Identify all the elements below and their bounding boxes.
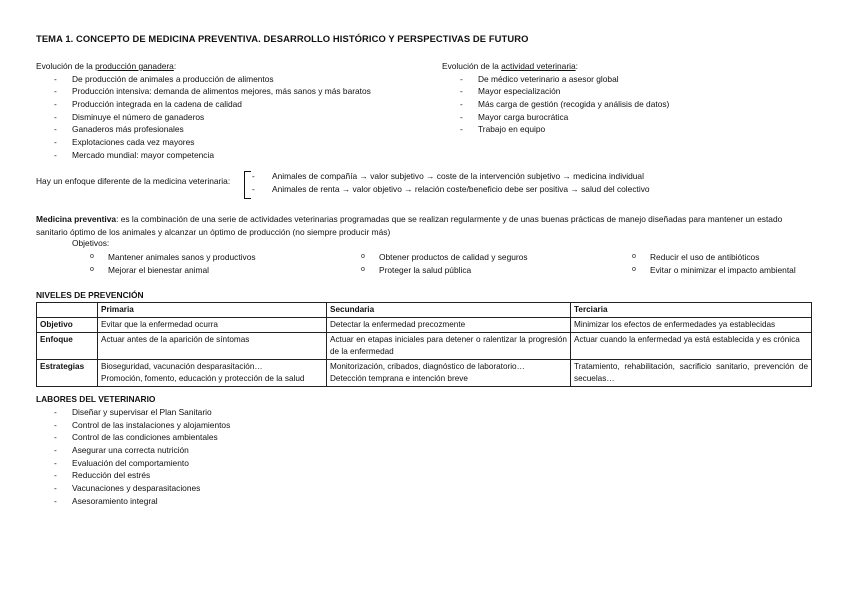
table-header-cell: Primaria	[98, 303, 327, 318]
list-item: - Más carga de gestión (recogida y análisis de datos)	[460, 99, 670, 110]
list-item: - Disminuye el número de ganaderos	[54, 111, 205, 122]
list-item: o Obtener productos de calidad y seguros	[361, 251, 528, 264]
row-label: Estrategias	[37, 360, 98, 387]
list-item: - De producción de animales a producción de alimentos	[54, 73, 274, 84]
list-item: - Asesoramiento integral	[54, 495, 158, 506]
list-item: - Animales de compañía → valor subjetivo → coste de la intervención subjetivo → medicina individual	[252, 171, 644, 181]
list-item: - Mercado mundial: mayor competencia	[54, 149, 214, 160]
table-row	[37, 360, 812, 387]
list-item: o Reducir el uso de antibióticos	[632, 251, 796, 264]
document-title: TEMA 1. CONCEPTO DE MEDICINA PREVENTIVA. DESARROLLO HISTÓRICO Y PERSPECTIVAS DE FUTURO	[36, 33, 529, 44]
table-cell: Bioseguridad, vacunación desparasitación… Promoción, fomento, educación y protección de la salud	[98, 360, 327, 387]
table-cell: Actuar antes de la aparición de síntomas	[98, 333, 327, 360]
ganadera-section	[36, 60, 371, 162]
labores-heading: LABORES DEL VETERINARIO	[36, 394, 156, 404]
table-header-cell: Terciaria	[571, 303, 812, 318]
veterinaria-link: actividad veterinaria	[501, 61, 576, 71]
bullet-icon: o	[90, 253, 94, 261]
definicion-text: : es la combinación de una serie de actividades veterinarias programadas que se realizan regularmente y de unas buenas prácticas de manejo diseñadas para mantener un estado sanitario óptimo de los animales y alcanzar un óptimo de producción (no siempre producir más)	[36, 214, 783, 237]
table-cell: Tratamiento, rehabilitación, sacrificio sanitario, prevención de secuelas…	[571, 360, 812, 387]
table-cell: Monitorización, cribados, diagnóstico de laboratorio… Detección temprana e intención breve	[327, 360, 571, 387]
objetivos-col-3	[632, 251, 796, 276]
list-item: - Vacunaciones y desparasitaciones	[54, 483, 201, 494]
list-item: - Producción intensiva: demanda de alimentos mejores, más sanos y más baratos	[54, 86, 371, 97]
list-item: o Mantener animales sanos y productivos	[90, 251, 256, 264]
row-label: Enfoque	[37, 333, 98, 360]
list-item: - Control de las condiciones ambientales	[54, 432, 218, 443]
bullet-icon: o	[90, 266, 94, 274]
list-item: - Producción integrada en la cadena de calidad	[54, 99, 242, 110]
table-header-cell: Secundaria	[327, 303, 571, 318]
ganadera-intro: Evolución de la producción ganadera:	[36, 61, 177, 71]
definicion-term: Medicina preventiva	[36, 214, 117, 224]
table-cell: Evitar que la enfermedad ocurra	[98, 318, 327, 333]
table-header-row	[37, 303, 812, 318]
veterinaria-section	[442, 60, 669, 136]
objetivos-col-2	[361, 251, 528, 276]
table-cell: Actuar cuando la enfermedad ya está establecida y es crónica	[571, 333, 812, 360]
definicion-paragraph	[36, 213, 816, 239]
veterinaria-intro: Evolución de la actividad veterinaria:	[442, 61, 578, 71]
list-item: - Reducción del estrés	[54, 470, 151, 481]
list-item: - Diseñar y supervisar el Plan Sanitario	[54, 407, 212, 417]
table-cell: Actuar en etapas iniciales para detener o ralentizar la progresión de la enfermedad	[327, 333, 571, 360]
table-corner-cell	[37, 303, 98, 318]
list-item: - Control de las instalaciones y alojamientos	[54, 419, 231, 430]
enfoque-list	[250, 170, 650, 195]
list-item: o Mejorar el bienestar animal	[90, 264, 256, 277]
list-item: o Evitar o minimizar el impacto ambiental	[632, 264, 796, 277]
list-item: - Explotaciones cada vez mayores	[54, 137, 195, 148]
list-item: - Mayor especialización	[460, 86, 561, 97]
enfoque-label: Hay un enfoque diferente de la medicina veterinaria:	[36, 176, 231, 186]
table-row	[37, 333, 812, 360]
niveles-table	[36, 302, 812, 387]
ganadera-link: producción ganadera	[95, 61, 174, 71]
bullet-icon: o	[361, 253, 365, 261]
table-cell: Detectar la enfermedad precozmente	[327, 318, 571, 333]
bullet-icon: o	[361, 266, 365, 274]
list-item: - Evaluación del comportamiento	[54, 457, 189, 468]
list-item: o Proteger la salud pública	[361, 264, 528, 277]
list-item: - De médico veterinario a asesor global	[460, 73, 619, 84]
objetivos-label: Objetivos:	[72, 238, 110, 248]
bullet-icon: o	[632, 266, 636, 274]
labores-list	[36, 406, 230, 508]
table-row	[37, 318, 812, 333]
bullet-icon: o	[632, 253, 636, 261]
list-item: - Animales de renta → valor objetivo → relación coste/beneficio debe ser positiva → salud del colectivo	[252, 183, 650, 194]
list-item: - Ganaderos más profesionales	[54, 124, 184, 135]
row-label: Objetivo	[37, 318, 98, 333]
list-item: - Asegurar una correcta nutrición	[54, 445, 189, 456]
list-item: - Trabajo en equipo	[460, 124, 546, 135]
table-cell: Minimizar los efectos de enfermedades ya establecidas	[571, 318, 812, 333]
objetivos-col-1	[90, 251, 256, 276]
niveles-heading: NIVELES DE PREVENCIÓN	[36, 290, 144, 300]
list-item: - Mayor carga burocrática	[460, 111, 569, 122]
